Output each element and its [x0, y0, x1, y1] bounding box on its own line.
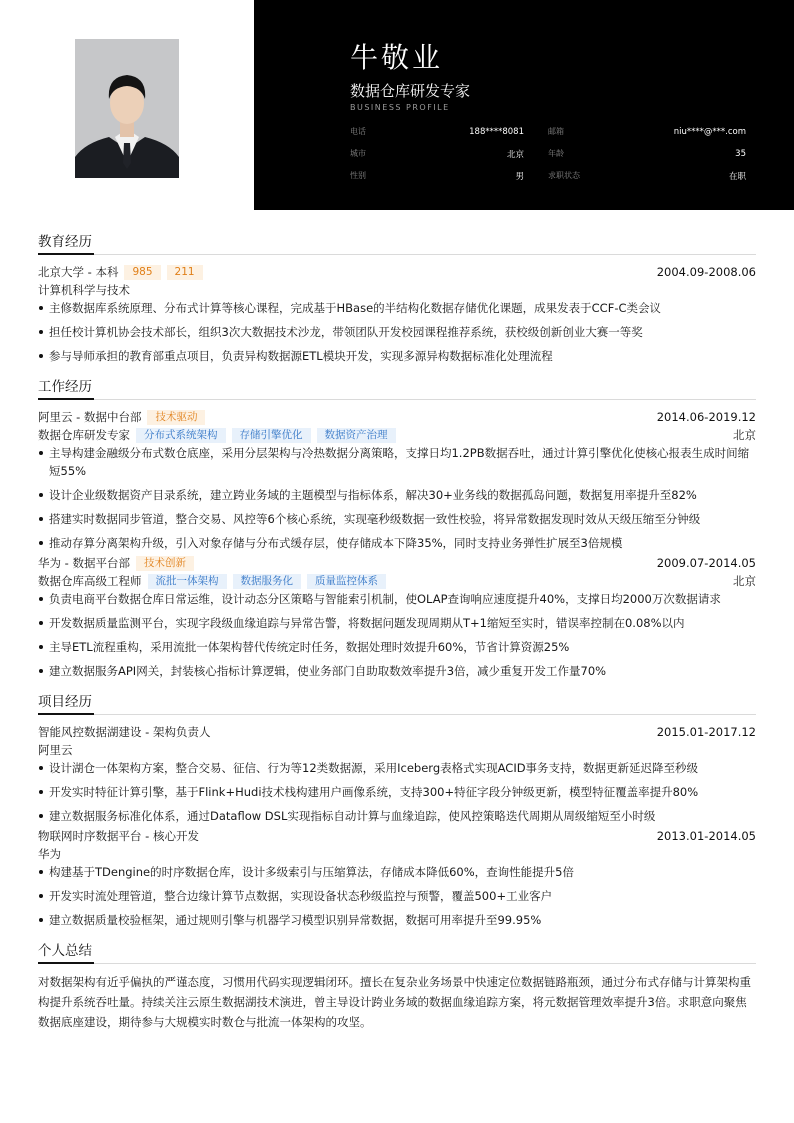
job-city: 北京 — [733, 428, 756, 442]
education-section — [38, 232, 756, 365]
section-title: 教育经历 — [38, 232, 756, 255]
info-value: 在职 — [728, 171, 746, 182]
list-item: 主导构建金融级分布式数仓底座，采用分层架构与冷热数据分离策略，支撑日均1.2PB数据吞吐，通过计算引擎优化使核心报表生成时间缩短55% — [38, 444, 756, 480]
list-item: 推动存算分离架构升级，引入对象存储与分布式缓存层，使存储成本下降35%，同时支持业务弹性扩展至3倍规模 — [38, 534, 756, 552]
project-entry — [38, 827, 756, 929]
job-role-row — [38, 572, 756, 590]
project-org: 华为 — [38, 847, 61, 861]
profile-photo — [75, 39, 179, 178]
info-label: 求职状态 — [548, 171, 580, 180]
list-item: 建立数据服务API网关，封装核心指标计算逻辑，使业务部门自助取数效率提升3倍，减少重复开发工作量70% — [38, 662, 756, 680]
list-item: 开发实时特征计算引擎，基于Flink+Hudi技术栈构建用户画像系统，支持300+特征字段分钟级更新，模型特征覆盖率提升80% — [38, 783, 756, 801]
education-bullets — [38, 299, 756, 365]
info-label: 城市 — [350, 149, 366, 158]
job-city: 北京 — [733, 574, 756, 588]
job-role-row — [38, 426, 756, 444]
skill-tag: 流批一体架构 — [148, 574, 227, 589]
list-item: 负责电商平台数据仓库日常运维，设计动态分区策略与智能索引机制，使OLAP查询响应速度提升40%，支撑日均2000万次数据请求 — [38, 590, 756, 608]
info-value: 男 — [515, 171, 524, 182]
job-entry — [38, 408, 756, 552]
major: 计算机科学与技术 — [38, 283, 130, 297]
project-header-row — [38, 723, 756, 741]
list-item: 搭建实时数据同步管道，整合交易、风控等6个核心系统，实现毫秒级数据一致性校验，将异常数据发现时效从天级压缩至分钟级 — [38, 510, 756, 528]
job-date: 2009.07-2014.05 — [656, 556, 756, 570]
info-gender — [350, 170, 524, 181]
project-org: 阿里云 — [38, 743, 73, 757]
section-title: 工作经历 — [38, 377, 756, 400]
list-item: 构建基于TDengine的时序数据仓库，设计多级索引与压缩算法，存储成本降低60%，查询性能提升5倍 — [38, 863, 756, 881]
project-header-row — [38, 827, 756, 845]
info-value: 188****8081 — [469, 126, 524, 137]
candidate-name: 牛敬业 — [350, 41, 444, 74]
job-title: 数据仓库研发专家 — [350, 82, 471, 100]
education-header-row — [38, 263, 756, 281]
skill-tag: 数据资产治理 — [317, 428, 396, 443]
job-bullets — [38, 444, 756, 552]
project-bullets — [38, 863, 756, 929]
job-role: 数据仓库研发专家 — [38, 428, 130, 442]
job-bullets — [38, 590, 756, 680]
project-date: 2015.01-2017.12 — [656, 725, 756, 739]
info-label: 邮箱 — [548, 127, 564, 136]
job-header-row — [38, 408, 756, 426]
list-item: 参与导师承担的教育部重点项目，负责异构数据源ETL模块开发，实现多源异构数据标准化处理流程 — [38, 347, 756, 365]
job-role: 数据仓库高级工程师 — [38, 574, 142, 588]
job-header-row — [38, 554, 756, 572]
list-item: 建立数据质量校验框架，通过规则引擎与机器学习模型识别异常数据，数据可用率提升至99.95% — [38, 911, 756, 929]
summary-section — [38, 941, 756, 1032]
info-label: 电话 — [350, 127, 366, 136]
list-item: 设计湖仓一体架构方案，整合交易、征信、行为等12类数据源，采用Iceberg表格式实现ACID事务支持，数据更新延迟降至秒级 — [38, 759, 756, 777]
list-item: 主导ETL流程重构，采用流批一体架构替代传统定时任务，数据处理时效提升60%，节省计算资源25% — [38, 638, 756, 656]
skill-tag: 质量监控体系 — [307, 574, 386, 589]
company-tag: 技术驱动 — [147, 410, 205, 425]
work-section — [38, 377, 756, 680]
list-item: 担任校计算机协会技术部长，组织3次大数据技术沙龙，带领团队开发校园课程推荐系统，获校级创新创业大赛一等奖 — [38, 323, 756, 341]
person-photo-icon — [75, 39, 179, 178]
school-name: 北京大学 - 本科 — [38, 265, 119, 279]
info-job-status — [548, 170, 746, 181]
school-tag: 985 — [124, 265, 160, 280]
skill-tag: 分布式系统架构 — [136, 428, 226, 443]
list-item: 主修数据库系统原理、分布式计算等核心课程，完成基于HBase的半结构化数据存储优化课题，成果发表于CCF-C类会议 — [38, 299, 756, 317]
project-name: 物联网时序数据平台 - 核心开发 — [38, 829, 199, 843]
skill-tag: 数据服务化 — [233, 574, 302, 589]
project-entry — [38, 723, 756, 825]
list-item: 开发实时流处理管道，整合边缘计算节点数据，实现设备状态秒级监控与预警，覆盖500+工业客户 — [38, 887, 756, 905]
info-email — [548, 126, 746, 137]
company-name: 华为 - 数据平台部 — [38, 556, 130, 570]
info-value: niu****@***.com — [673, 126, 746, 137]
list-item: 开发数据质量监测平台，实现字段级血缘追踪与异常告警，将数据问题发现周期从T+1缩短至实时，错误率控制在0.08%以内 — [38, 614, 756, 632]
education-date: 2004.09-2008.06 — [656, 265, 756, 279]
info-value: 北京 — [506, 149, 524, 160]
info-value: 35 — [735, 148, 746, 159]
info-city — [350, 148, 524, 159]
resume-body — [38, 232, 756, 1044]
section-title: 项目经历 — [38, 692, 756, 715]
project-name: 智能风控数据湖建设 - 架构负责人 — [38, 725, 211, 739]
company-tag: 技术创新 — [136, 556, 194, 571]
info-age — [548, 148, 746, 159]
info-phone — [350, 126, 524, 137]
info-label: 年龄 — [548, 149, 564, 158]
projects-section — [38, 692, 756, 929]
project-bullets — [38, 759, 756, 825]
list-item: 建立数据服务标准化体系，通过Dataflow DSL实现指标自动计算与血缘追踪，使风控策略迭代周期从周级缩短至小时级 — [38, 807, 756, 825]
school-tag: 211 — [167, 265, 203, 280]
skill-tag: 存储引擎优化 — [232, 428, 311, 443]
profile-subtitle: BUSINESS PROFILE — [350, 103, 450, 112]
info-label: 性别 — [350, 171, 366, 180]
header-banner — [254, 0, 794, 210]
section-title: 个人总结 — [38, 941, 756, 964]
job-entry — [38, 554, 756, 680]
summary-text: 对数据架构有近乎偏执的严谨态度，习惯用代码实现逻辑闭环。擅长在复杂业务场景中快速定位数据链路瓶颈，通过分布式存储与计算架构重构提升系统吞吐量。持续关注云原生数据湖技术演进，曾主导设计跨业务域的数据血缘追踪方案，将元数据管理效率提升3倍。求职意向聚焦数据底座建设，期待参与大规模实时数仓与批流一体架构的攻坚。 — [38, 975, 751, 1029]
company-name: 阿里云 - 数据中台部 — [38, 410, 142, 424]
list-item: 设计企业级数据资产目录系统，建立跨业务域的主题模型与指标体系，解决30+业务线的数据孤岛问题，数据复用率提升至82% — [38, 486, 756, 504]
project-date: 2013.01-2014.05 — [656, 829, 756, 843]
job-date: 2014.06-2019.12 — [656, 410, 756, 424]
contact-info — [350, 126, 746, 182]
